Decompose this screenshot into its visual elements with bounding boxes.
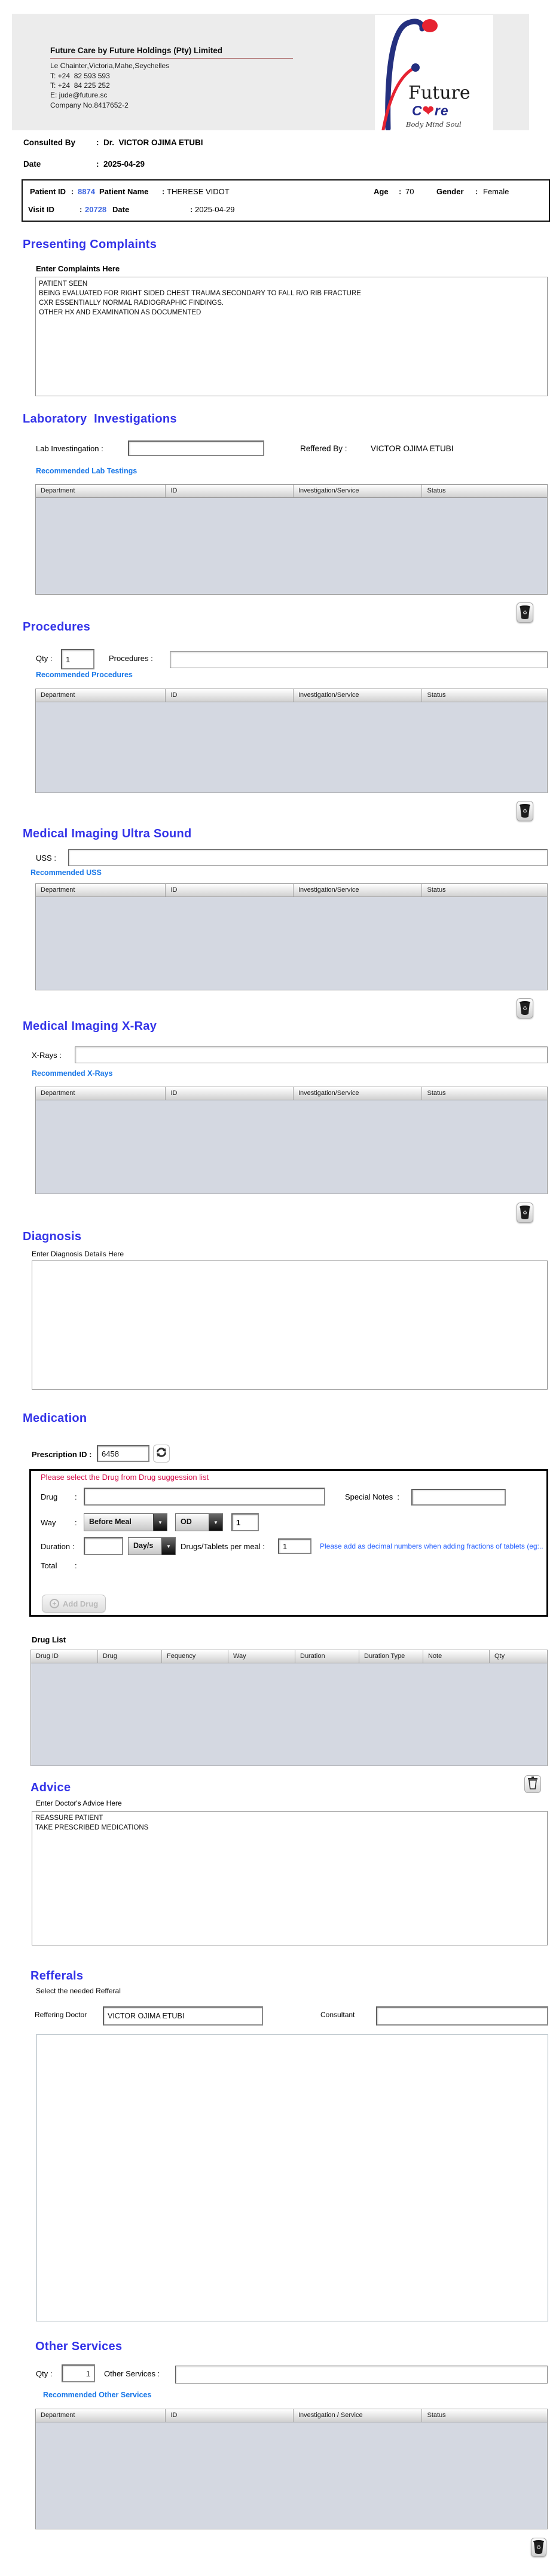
decimal-hint: Please add as decimal numbers when adding fractions of tablets (eg:.. (320, 1542, 543, 1550)
uss-table (35, 883, 548, 990)
lab-table (35, 484, 548, 595)
lab-table-body (35, 498, 548, 595)
company-logo (375, 15, 493, 130)
referred-by-label: Reffered By : (300, 444, 347, 453)
consulted-by-colon: : (96, 138, 99, 147)
xray-label: X-Rays : (32, 1051, 62, 1060)
prescription-id-label: Prescription ID : (32, 1450, 92, 1459)
advice-delete-button[interactable] (524, 1775, 541, 1793)
other-services-table (35, 2409, 548, 2529)
referred-by-value: VICTOR OJIMA ETUBI (371, 444, 454, 453)
recommended-other-services-link[interactable]: Recommended Other Services (43, 2391, 152, 2399)
procedures-input[interactable] (170, 651, 548, 668)
xray-col-service: Investigation/Service (294, 1087, 423, 1100)
other-services-label: Other Services : (104, 2369, 160, 2378)
other-col-service: Investigation / Service (294, 2409, 423, 2422)
prescription-id-input[interactable] (97, 1445, 149, 1462)
other-services-delete-button[interactable] (531, 2538, 546, 2557)
drug-col-way: Way (228, 1650, 295, 1663)
frequency-select[interactable]: OD ▼ (175, 1513, 223, 1531)
refresh-icon (155, 1446, 167, 1461)
lab-col-department: Department (36, 485, 166, 497)
consulted-by-label: Consulted By (23, 138, 76, 147)
other-col-department: Department (36, 2409, 166, 2422)
per-meal-input[interactable] (278, 1538, 311, 1554)
company-address: Le Chainter,Victoria,Mahe,Seychelles (50, 62, 170, 70)
other-services-input[interactable] (175, 2366, 548, 2384)
drug-list-label: Drug List (32, 1635, 66, 1644)
xray-input[interactable] (75, 1047, 548, 1063)
drug-label: Drug (41, 1492, 58, 1501)
procedures-table-body (35, 702, 548, 793)
consult-date-label: Date (23, 160, 41, 169)
procedures-col-id: ID (166, 689, 294, 702)
gender-label: Gender (436, 187, 464, 196)
age-colon: : (399, 187, 402, 196)
way-label: Way (41, 1518, 56, 1527)
uss-col-status: Status (427, 886, 446, 894)
heart-icon: ❤ (422, 103, 435, 118)
xray-col-status: Status (427, 1090, 446, 1097)
other-col-id: ID (166, 2409, 294, 2422)
duration-label: Duration : (41, 1542, 75, 1551)
advice-title: Advice (30, 1781, 71, 1794)
laboratory-title: Laboratory Investigations (23, 412, 177, 426)
consultant-label: Consultant (320, 2011, 355, 2019)
lab-delete-button[interactable] (517, 602, 533, 623)
company-phone1: T: +24 82 593 593 (50, 72, 110, 80)
drug-col-duration: Duration (295, 1650, 359, 1663)
visit-date-value: 2025-04-29 (195, 205, 235, 214)
add-icon: + (50, 1599, 59, 1608)
header-divider (50, 58, 293, 59)
xray-table-header (35, 1087, 548, 1100)
total-colon: : (75, 1561, 77, 1570)
trash-recycle-icon: ♻ (520, 804, 530, 818)
trash-recycle-icon: ♻ (520, 605, 530, 620)
lab-investigation-label: Lab Investingation : (36, 444, 103, 453)
chevron-down-icon: ▼ (153, 1514, 167, 1531)
visit-date-colon: : (190, 205, 193, 214)
drug-list-table-header (30, 1650, 548, 1663)
other-qty-input[interactable] (62, 2364, 95, 2382)
uss-col-service: Investigation/Service (294, 884, 423, 897)
way-colon: : (75, 1518, 77, 1527)
other-qty-label: Qty : (36, 2369, 53, 2378)
patient-name-label: Patient Name (99, 187, 149, 196)
procedures-qty-input[interactable] (61, 649, 94, 669)
ultrasound-title: Medical Imaging Ultra Sound (23, 827, 192, 840)
referrals-label: Select the needed Refferal (36, 1987, 121, 1995)
consulted-by-value: Dr. VICTOR OJIMA ETUBI (103, 138, 203, 147)
medication-title: Medication (23, 1412, 87, 1425)
consult-date-colon: : (96, 160, 99, 169)
special-notes-input[interactable] (411, 1489, 506, 1506)
per-meal-label: Drugs/Tablets per meal : (181, 1542, 265, 1551)
lab-investigation-input[interactable] (128, 440, 264, 456)
patient-id-value: 8874 (78, 187, 95, 196)
duration-unit-select[interactable]: Day/s ▼ (128, 1537, 176, 1555)
gender-colon: : (475, 187, 478, 196)
logo-wordmark: Future (408, 82, 471, 103)
xray-col-department: Department (36, 1087, 166, 1100)
age-value: 70 (405, 187, 414, 196)
recommended-uss-link[interactable]: Recommended USS (30, 868, 102, 877)
uss-table-header (35, 883, 548, 897)
refresh-prescription-button[interactable] (153, 1445, 170, 1463)
uss-label: USS : (36, 853, 56, 862)
complaints-label: Enter Complaints Here (36, 264, 120, 273)
uss-col-id: ID (166, 884, 294, 897)
xray-col-id: ID (166, 1087, 294, 1100)
logo-tagline: Body Mind Soul (406, 120, 462, 129)
patient-id-label: Patient ID (30, 187, 66, 196)
drug-colon: : (75, 1492, 77, 1501)
consult-date-value: 2025-04-29 (103, 160, 145, 169)
special-notes-label: Special Notes : (345, 1492, 400, 1501)
other-services-table-body (35, 2422, 548, 2529)
add-drug-button[interactable]: + Add Drug (42, 1595, 106, 1613)
procedures-col-service: Investigation/Service (294, 689, 423, 702)
consultant-input[interactable] (376, 2006, 548, 2026)
company-email: E: jude@future.sc (50, 91, 108, 99)
company-number: Company No.8417652-2 (50, 101, 129, 109)
patient-name-colon: : (162, 187, 165, 196)
drug-col-id: Drug ID (31, 1650, 98, 1663)
procedures-col-department: Department (36, 689, 166, 702)
presenting-complaints-title: Presenting Complaints (23, 238, 157, 251)
patient-name-value: THERESE VIDOT (167, 187, 230, 196)
recommended-xrays-link[interactable]: Recommended X-Rays (32, 1069, 113, 1078)
company-phone2: T: +24 84 225 252 (50, 81, 110, 90)
company-name: Future Care by Future Holdings (Pty) Limited (50, 46, 223, 55)
procedures-qty-label: Qty : (36, 654, 53, 663)
diagnosis-textarea[interactable] (32, 1261, 548, 1390)
advice-label: Enter Doctor's Advice Here (36, 1799, 122, 1807)
duration-input[interactable] (84, 1537, 123, 1555)
xray-delete-button[interactable] (517, 1203, 533, 1223)
other-col-status: Status (427, 2412, 446, 2419)
logo-care-wordmark: C❤re (412, 103, 449, 118)
uss-col-department: Department (36, 884, 166, 897)
procedures-delete-button[interactable] (517, 801, 533, 821)
frequency-count-input[interactable] (231, 1513, 259, 1531)
procedures-title: Procedures (23, 620, 91, 634)
patient-id-colon: : (71, 187, 74, 196)
chevron-down-icon: ▼ (209, 1514, 222, 1531)
drug-input[interactable] (84, 1488, 325, 1506)
xray-title: Medical Imaging X-Ray (23, 1020, 157, 1033)
uss-delete-button[interactable] (517, 998, 533, 1018)
lab-col-status: Status (427, 487, 446, 494)
trash-recycle-icon: ♻ (520, 1001, 530, 1015)
age-label: Age (374, 187, 389, 196)
visit-id-value: 20728 (85, 205, 107, 214)
diagnosis-label: Enter Diagnosis Details Here (32, 1250, 124, 1258)
diagnosis-title: Diagnosis (23, 1230, 82, 1243)
chevron-down-icon: ▼ (161, 1538, 175, 1555)
lab-col-service: Investigation/Service (294, 485, 423, 497)
drug-list-table-body (30, 1663, 548, 1766)
visit-date-label: Date (112, 205, 130, 214)
referring-doctor-input[interactable] (103, 2006, 263, 2026)
recommended-lab-testings-link[interactable]: Recommended Lab Testings (36, 467, 138, 475)
total-label: Total (41, 1561, 57, 1570)
uss-table-body (35, 897, 548, 990)
procedures-col-status: Status (427, 692, 446, 699)
referrals-list-box[interactable] (36, 2035, 548, 2321)
trash-recycle-icon: ♻ (520, 1206, 530, 1220)
recommended-procedures-link[interactable]: Recommended Procedures (36, 671, 133, 679)
xray-table-body (35, 1100, 548, 1194)
trash-outline-icon (527, 1776, 538, 1792)
drug-list-table (30, 1650, 548, 1766)
patient-info-box (22, 179, 550, 222)
lab-table-header (35, 484, 548, 498)
complaints-textarea[interactable] (35, 277, 548, 396)
drug-suggestion-hint: Please select the Drug from Drug suggession list (41, 1473, 209, 1482)
advice-textarea[interactable] (32, 1811, 548, 1945)
referrals-title: Refferals (30, 1969, 84, 1983)
xray-table (35, 1087, 548, 1194)
trash-recycle-icon: ♻ (533, 2540, 544, 2554)
visit-id-label: Visit ID (28, 205, 54, 214)
referring-doctor-label: Reffering Doctor (35, 2011, 87, 2019)
visit-id-colon: : (80, 205, 83, 214)
uss-input[interactable] (68, 849, 548, 866)
procedures-table (35, 689, 548, 793)
procedures-label: Procedures : (109, 654, 153, 663)
procedures-table-header (35, 689, 548, 702)
drug-col-note: Note (423, 1650, 490, 1663)
gender-value: Female (483, 187, 509, 196)
other-services-table-header (35, 2409, 548, 2422)
other-services-title: Other Services (35, 2340, 123, 2353)
meal-select[interactable]: Before Meal ▼ (84, 1513, 167, 1531)
drug-col-drug: Drug (98, 1650, 162, 1663)
lab-col-id: ID (166, 485, 294, 497)
drug-col-duration-type: Duration Type (359, 1650, 423, 1663)
drug-col-qty: Qty (494, 1653, 505, 1660)
drug-col-frequency: Fequency (162, 1650, 228, 1663)
